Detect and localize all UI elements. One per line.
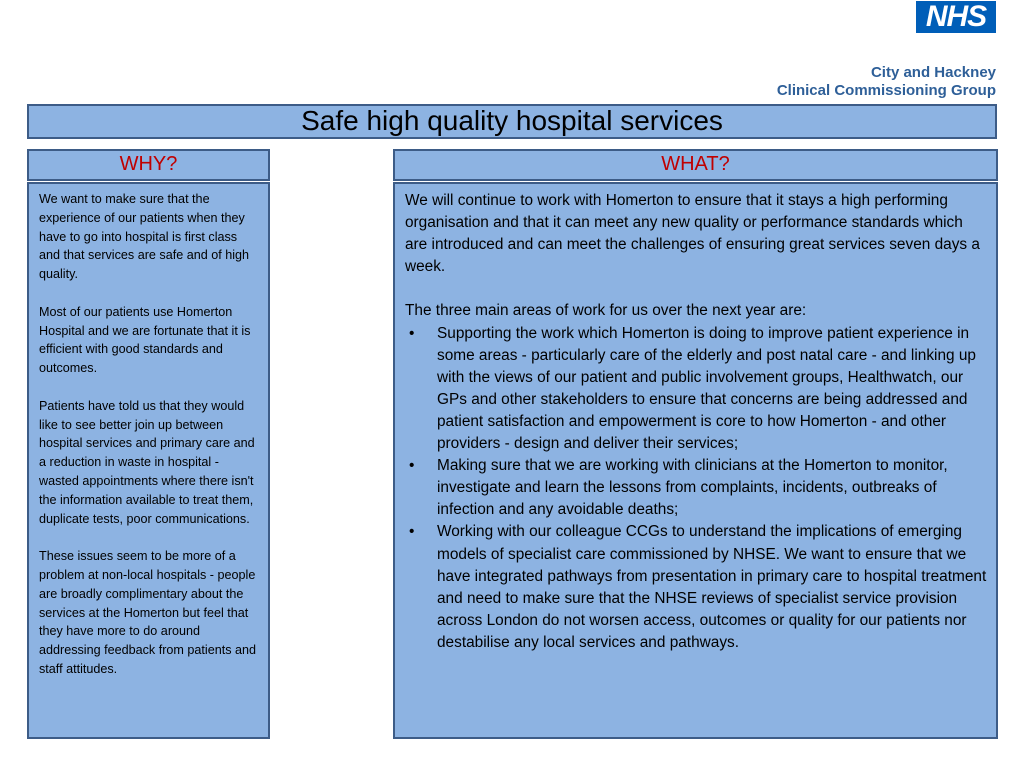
what-bullet-2: • Making sure that we are working with clinicians at the Homerton to monitor, investigate and learn the lessons from complaints, incidents, outbreaks of infection and any avoidable deaths; bbox=[405, 455, 988, 521]
page-title: Safe high quality hospital services bbox=[301, 104, 723, 136]
why-paragraph-1: We want to make sure that the experience of our patients when they have to go into hospital is first class and that services are safe and of high quality. bbox=[39, 192, 250, 282]
organisation-name bbox=[777, 64, 996, 100]
why-panel bbox=[27, 182, 270, 739]
why-heading: WHY? bbox=[27, 149, 270, 181]
what-intro: We will continue to work with Homerton to ensure that it stays a high performing organisation and that it can meet any new quality or performance standards which are introduced and can meet the challenges of ensuring great services seven days a week. bbox=[405, 192, 980, 276]
what-panel bbox=[393, 182, 998, 739]
what-bullet-list bbox=[405, 323, 988, 654]
what-heading: WHAT? bbox=[393, 149, 998, 181]
what-bullet-3: • Working with our colleague CCGs to understand the implications of emerging models of specialist care commissioned by NHSE. We want to ensure that we have integrated pathways from presentation in primary care to hospital treatment and need to make sure that the NHSE reviews of specialist service provision across London do not worsen access, outcomes or quality for our patients nor destabilise any local services and pathways. bbox=[405, 521, 988, 654]
what-bullet-1: • Supporting the work which Homerton is doing to improve patient experience in some areas - particularly care of the elderly and post natal care - and linking up with the views of our patient and public involvement groups, Healthwatch, our GPs and other stakeholders to ensure that concerns are being addressed and patient satisfaction and empowerment is core to how Homerton - and other providers - design and deliver their services; bbox=[405, 323, 988, 456]
title-bar bbox=[27, 104, 997, 139]
why-paragraph-4: These issues seem to be more of a problem at non-local hospitals - people are broadly complimentary about the services at the Homerton but feel that they have more to do around addressing feedback from patients and staff attitudes. bbox=[39, 549, 257, 676]
why-paragraph-3: Patients have told us that they would like to see better join up between hospital services and primary care and a reduction in waste in hospital - wasted appointments where there isn't the information available to treat them, duplicate tests, poor communications. bbox=[39, 398, 255, 526]
nhs-logo: NHS bbox=[916, 1, 996, 33]
org-name-line1: City and Hackney bbox=[870, 64, 996, 81]
org-name-line2: Clinical Commissioning Group bbox=[776, 82, 996, 99]
what-lead: The three main areas of work for us over the next year are: bbox=[405, 302, 807, 320]
why-paragraph-2: Most of our patients use Homerton Hospital and we are fortunate that it is efficient with good standards and outcomes. bbox=[39, 304, 251, 376]
